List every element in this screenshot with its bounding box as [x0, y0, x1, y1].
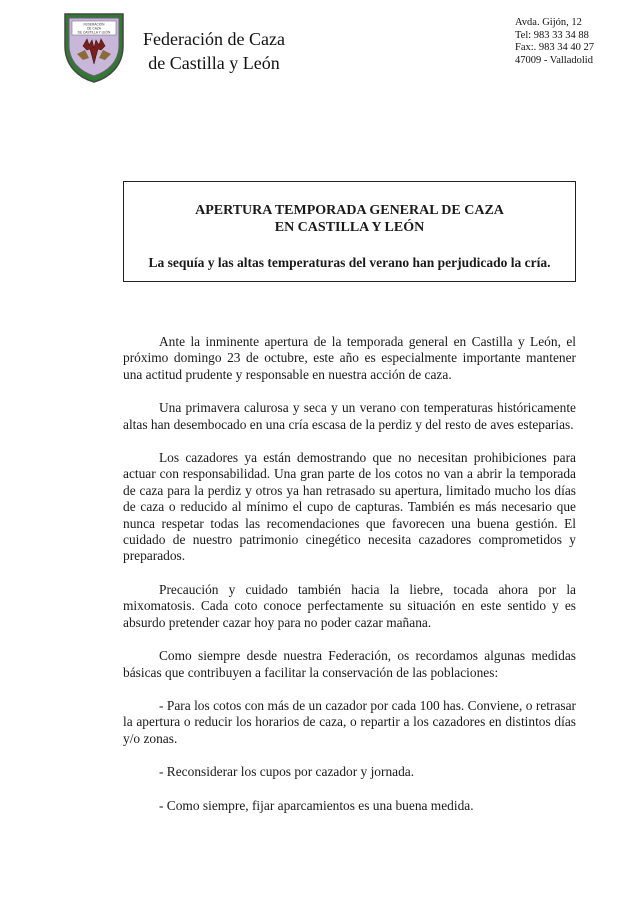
measure-item: - Como siempre, fijar aparcamientos es una buena medida.	[159, 797, 474, 813]
logo-text-line-1: FEDERACIÓN	[83, 22, 105, 27]
paragraph: Los cazadores ya están demostrando que no necesitan prohibiciones para actuar con responsabilidad. Una gran parte de los cotos no van a abrir la temporada de caza para la perdiz y otros ya han retrasado su apertura, limitado mucho los días de caza o reducido al mínimo el cupo de capturas. También es más necesario que nunca respetar todas las recomendaciones que favorecen una buena gestión. El cuidado de nuestro patrimonio cinegético necesita cazadores comprometidos y preparados.	[123, 450, 576, 564]
contact-block	[515, 17, 594, 67]
org-name-line-2: de Castilla y León	[148, 53, 280, 73]
paragraph: Ante la inminente apertura de la temporada general en Castilla y León, el próximo domingo 23 de octubre, este año es especialmente importante mantener una actitud prudente y responsable en nuestra acción de caza.	[123, 334, 576, 382]
logo-text-line-2: DE CAZA	[87, 26, 101, 31]
contact-tel: Tel: 983 33 34 88	[515, 29, 589, 41]
measure-item: - Para los cotos con más de un cazador por cada 100 has. Conviene, o retrasar la apertura o reducir los horarios de caza, o repartir a los cazadores en distintos días y/o zonas.	[123, 697, 576, 746]
contact-postal: 47009 - Valladolid	[515, 54, 593, 66]
contact-address: Avda. Gijón, 12	[515, 17, 582, 28]
logo-text-line-3: DE CASTILLA Y LEÓN	[77, 30, 111, 35]
paragraph: Una primavera calurosa y seca y un verano con temperaturas históricamente altas han desembocado en una cría escasa de la perdiz y del resto de aves esteparias.	[123, 400, 576, 432]
title-box	[123, 181, 576, 282]
article-body	[123, 334, 576, 831]
paragraph: Como siempre desde nuestra Federación, os recordamos algunas medidas básicas que contribuyen a facilitar la conservación de las poblaciones:	[123, 648, 576, 680]
organization-name	[134, 27, 294, 75]
paragraph: Precaución y cuidado también hacia la liebre, tocada ahora por la mixomatosis. Cada coto conoce perfectamente su situación en este sentido y es absurdo pretender cazar hoy para no poder cazar mañana.	[123, 581, 576, 630]
measure-item: - Reconsiderar los cupos por cazador y jornada.	[159, 764, 415, 780]
subtitle: La sequía y las altas temperaturas del verano han perjudicado la cría.	[148, 255, 551, 270]
hunting-federation-crest-icon	[63, 12, 125, 84]
contact-fax: Fax:. 983 34 40 27	[515, 42, 595, 53]
federation-logo	[63, 12, 125, 84]
title-line-1: APERTURA TEMPORADA GENERAL DE CAZA	[195, 203, 504, 218]
title-line-2: EN CASTILLA Y LEÓN	[274, 220, 425, 235]
org-name-line-1: Federación de Caza	[143, 29, 285, 49]
